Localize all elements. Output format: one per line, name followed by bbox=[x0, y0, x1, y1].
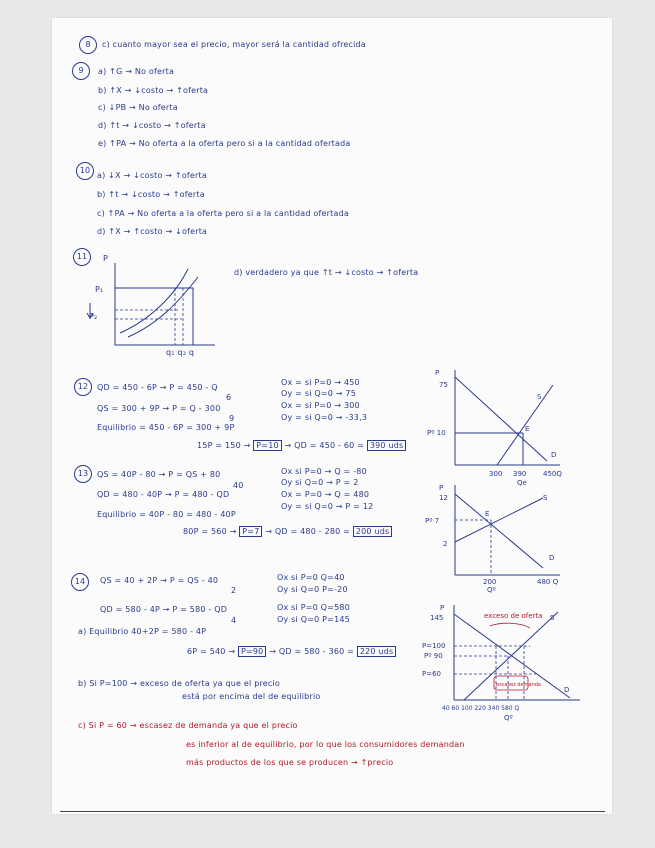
q12-demand: QD = 450 - 6P → P = 450 - Q bbox=[97, 383, 218, 392]
q14-label-s: S bbox=[550, 614, 555, 622]
q13-brace2-line2: Oy = si Q=0 → P = 12 bbox=[281, 502, 374, 511]
q14-axis-p: P bbox=[440, 604, 445, 612]
q13-frac: 40 bbox=[233, 481, 244, 490]
q11-answer: d) verdadero ya que ↑t → ↓costo → ↑oferta bbox=[234, 268, 419, 277]
q12-supply: QS = 300 + 9P → P = Q - 300 bbox=[97, 404, 221, 413]
q12-brace1-line1: Ox = si P=0 → 450 bbox=[281, 378, 360, 387]
q14-qe: Qº bbox=[504, 714, 513, 722]
q12-x1: 300 bbox=[489, 470, 503, 478]
q11-supply-graph bbox=[80, 255, 220, 360]
q14-p60: P=60 bbox=[422, 670, 441, 678]
q13-result-q: → QD = 480 - 280 = bbox=[265, 527, 351, 536]
q13-axis-p: P bbox=[439, 484, 444, 492]
q13-label-e: E bbox=[485, 510, 490, 518]
q14-b-line1: b) Si P=100 → exceso de oferta ya que el precio bbox=[78, 679, 281, 688]
q12-axis-p: P bbox=[435, 369, 440, 377]
q14-escasez-label: escasez demanda bbox=[496, 682, 541, 688]
q13-result bbox=[183, 527, 392, 536]
q14-x-labels: 40 60 100 220 340 580 Q bbox=[442, 705, 520, 712]
q12-frac-1: 6 bbox=[226, 393, 232, 402]
q12-result-lhs: 15P = 150 → bbox=[197, 441, 251, 450]
q12-x2: 390 bbox=[513, 470, 527, 478]
question-number-8: 8 bbox=[79, 36, 97, 54]
q9-line-b: b) ↑X → ↓costo → ↑oferta bbox=[98, 86, 209, 95]
q12-frac-2: 9 bbox=[229, 414, 235, 423]
q14-price-box: P=90 bbox=[238, 646, 267, 657]
q11-p1-label: P₁ bbox=[95, 285, 104, 294]
question-number-14: 14 bbox=[71, 573, 89, 591]
q14-p100: P=100 bbox=[422, 642, 446, 650]
q14-equilibrium: a) Equilibrio 40+2P = 580 - 4P bbox=[78, 627, 207, 636]
q13-price-box: P=7 bbox=[239, 526, 262, 537]
q12-label-s: S bbox=[537, 393, 542, 401]
q13-market-graph bbox=[425, 480, 565, 594]
q14-brace1-line1: Ox si P=0 Q=40 bbox=[277, 573, 345, 582]
q13-equilibrium: Equilibrio = 40P - 80 = 480 - 40P bbox=[97, 510, 236, 519]
q12-pe: Pº 10 bbox=[427, 429, 446, 437]
q13-qty-box: 200 uds bbox=[353, 526, 393, 537]
q12-qe: Qe bbox=[517, 479, 527, 487]
q13-pe: Pº 7 bbox=[425, 517, 440, 525]
q14-b-line2: está por encima del de equilibrio bbox=[182, 692, 321, 701]
q13-label-s: S bbox=[543, 494, 548, 502]
q13-xe: 200 bbox=[483, 578, 497, 586]
q14-c-line1: c) Si P = 60 → escasez de demanda ya que el precio bbox=[78, 721, 298, 730]
q13-demand: QD = 480 - 40P → P = 480 - QD bbox=[97, 490, 230, 499]
q10-line-b: b) ↑t → ↓costo → ↑oferta bbox=[97, 190, 205, 199]
q14-pe: Pº 90 bbox=[424, 652, 443, 660]
q12-y-top: 75 bbox=[439, 381, 448, 389]
q12-brace2-line2: Oy = si Q=0 → -33,3 bbox=[281, 413, 368, 422]
q10-line-c: c) ↑PA → No oferta a la oferta pero si a la cantidad ofertada bbox=[97, 209, 349, 218]
q12-result-q: → QD = 450 - 60 = bbox=[284, 441, 365, 450]
question-number-9: 9 bbox=[72, 62, 90, 80]
q13-supply: QS = 40P - 80 → P = QS + 80 bbox=[97, 470, 221, 479]
q13-result-lhs: 80P = 560 → bbox=[183, 527, 237, 536]
q14-c-line2: es inferior al de equilibrio, por lo que los consumidores demandan bbox=[186, 740, 465, 749]
q13-brace2-line1: Ox = P=0 → Q = 480 bbox=[281, 490, 370, 499]
q14-supply: QS = 40 + 2P → P = QS - 40 bbox=[100, 576, 219, 585]
q13-y-top: 12 bbox=[439, 494, 448, 502]
q12-price-box: P=10 bbox=[253, 440, 282, 451]
q14-exceso-label: exceso de oferta bbox=[484, 612, 543, 620]
q8-answer: c) cuanto mayor sea el precio, mayor será la cantidad ofrecida bbox=[102, 40, 366, 49]
question-number-13: 13 bbox=[74, 465, 92, 483]
q10-line-d: d) ↑X → ↑costo → ↓oferta bbox=[97, 227, 208, 236]
q14-y-top: 145 bbox=[430, 614, 444, 622]
q14-result-q: → QD = 580 - 360 = bbox=[269, 647, 355, 656]
q13-brace1-line1: Ox si P=0 → Q = -80 bbox=[281, 467, 367, 476]
q12-label-e: E bbox=[525, 425, 530, 433]
q10-line-a: a) ↓X → ↓costo → ↑oferta bbox=[97, 171, 207, 180]
q9-line-c: c) ↓PB → No oferta bbox=[98, 103, 178, 112]
q13-brace1-line2: Oy si Q=0 → P = 2 bbox=[281, 478, 359, 487]
question-number-10: 10 bbox=[76, 162, 94, 180]
q13-x3: 480 Q bbox=[537, 578, 559, 586]
q9-line-e: e) ↑PA → No oferta a la oferta pero si a la cantidad ofertada bbox=[98, 139, 351, 148]
q14-exceso-bracket bbox=[490, 623, 530, 628]
q12-label-d: D bbox=[551, 451, 557, 459]
q11-supply-curve-2 bbox=[128, 277, 198, 337]
question-number-12: 12 bbox=[74, 378, 92, 396]
q14-brace2-line2: Oy si Q=0 P=145 bbox=[277, 615, 350, 624]
q14-label-d: D bbox=[564, 686, 570, 694]
q12-brace2-line1: Ox = si P=0 → 300 bbox=[281, 401, 360, 410]
q13-label-d: D bbox=[549, 554, 555, 562]
q12-x3: 450Q bbox=[543, 470, 562, 478]
q12-brace1-line2: Oy = si Q=0 → 75 bbox=[281, 389, 357, 398]
q11-q-labels: q₁ q₂ q bbox=[166, 348, 195, 357]
q12-result bbox=[197, 441, 406, 450]
q14-result bbox=[187, 647, 396, 656]
q12-demand-curve bbox=[455, 377, 547, 461]
q12-qty-box: 390 uds bbox=[367, 440, 407, 451]
q11-p2-label: P₂ bbox=[89, 312, 98, 321]
q9-line-d: d) ↑t → ↓costo → ↑oferta bbox=[98, 121, 206, 130]
q14-brace2-line1: Ox si P=0 Q=580 bbox=[277, 603, 350, 612]
q14-qty-box: 220 uds bbox=[357, 646, 397, 657]
q12-market-graph bbox=[425, 365, 565, 485]
q13-y2: 2 bbox=[443, 540, 448, 548]
q14-frac-1: 2 bbox=[231, 586, 237, 595]
q13-qe: Qº bbox=[487, 586, 496, 594]
q14-brace1-line2: Oy si Q=0 P=-20 bbox=[277, 585, 348, 594]
page-divider bbox=[60, 811, 605, 812]
q14-market-graph bbox=[420, 600, 590, 725]
q12-equilibrium: Equilibrio = 450 - 6P = 300 + 9P bbox=[97, 423, 235, 432]
q14-result-lhs: 6P = 540 → bbox=[187, 647, 236, 656]
q9-line-a: a) ↑G → No oferta bbox=[98, 67, 175, 76]
q11-axis-p: P bbox=[103, 254, 109, 263]
q14-demand: QD = 580 - 4P → P = 580 - QD bbox=[100, 605, 228, 614]
question-number-11: 11 bbox=[73, 248, 91, 266]
q14-c-line3: más productos de los que se producen → ↑precio bbox=[186, 758, 394, 767]
q14-frac-2: 4 bbox=[231, 616, 237, 625]
